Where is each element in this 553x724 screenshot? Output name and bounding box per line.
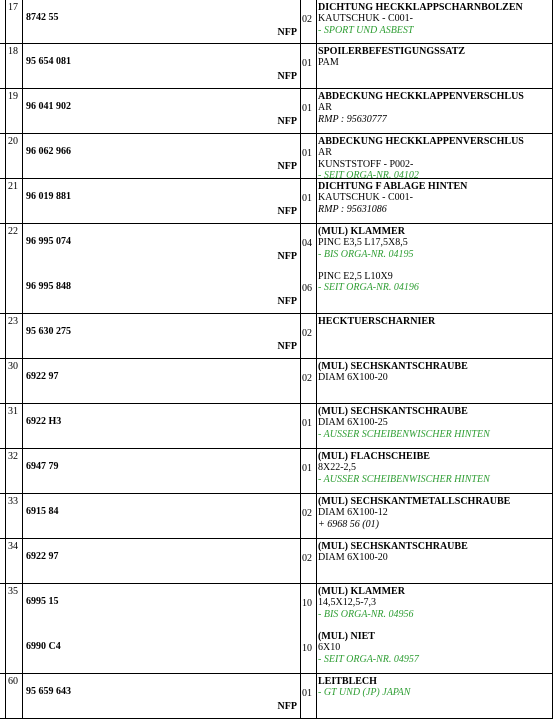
column-divider bbox=[22, 449, 23, 493]
column-divider bbox=[300, 359, 301, 403]
part-spec: KUNSTSTOFF - P002- bbox=[318, 158, 414, 170]
quantity: 01 bbox=[302, 418, 312, 429]
column-divider bbox=[5, 44, 6, 88]
part-note: - BIS ORGA-NR. 04195 bbox=[318, 248, 414, 260]
nfp-flag: NFP bbox=[277, 116, 297, 127]
table-row bbox=[0, 359, 553, 404]
column-divider bbox=[300, 89, 301, 133]
description bbox=[318, 586, 553, 620]
line-number: 31 bbox=[8, 406, 18, 417]
column-divider bbox=[316, 134, 317, 178]
part-note: - SEIT ORGA-NR. 04102 bbox=[318, 170, 419, 182]
part-note: - SEIT ORGA-NR. 04196 bbox=[318, 282, 419, 294]
part-spec: DIAM 6X100-20 bbox=[318, 372, 388, 384]
nfp-flag: NFP bbox=[277, 71, 297, 82]
part-title: (MUL) SECHSKANTSCHRAUBE bbox=[318, 361, 468, 372]
nfp-flag: NFP bbox=[277, 251, 297, 262]
part-title: (MUL) NIET bbox=[318, 631, 375, 642]
part-note: - AUSSER SCHEIBENWISCHER HINTEN bbox=[318, 473, 490, 485]
quantity: 04 bbox=[302, 238, 312, 249]
column-divider bbox=[22, 44, 23, 88]
column-divider bbox=[5, 494, 6, 538]
nfp-flag: NFP bbox=[277, 701, 297, 712]
description bbox=[318, 316, 553, 327]
part-spec: KAUTSCHUK - C001- bbox=[318, 192, 413, 204]
description bbox=[318, 361, 553, 384]
part-title: ABDECKUNG HECKKLAPPENVERSCHLUS bbox=[318, 136, 524, 147]
column-divider bbox=[316, 539, 317, 583]
column-divider bbox=[300, 584, 301, 673]
part-number: 6922 97 bbox=[26, 371, 59, 382]
column-divider bbox=[300, 179, 301, 223]
description bbox=[318, 226, 553, 260]
part-note: - SPORT UND ASBEST bbox=[318, 24, 414, 36]
part-spec: PAM bbox=[318, 57, 339, 69]
part-spec: DIAM 6X100-12 bbox=[318, 507, 388, 519]
part-spec: DIAM 6X100-20 bbox=[318, 552, 388, 564]
part-spec: PINC E2,5 L10X9 bbox=[318, 271, 393, 282]
column-divider bbox=[316, 179, 317, 223]
table-row bbox=[0, 44, 553, 89]
column-divider bbox=[5, 0, 6, 43]
nfp-flag: NFP bbox=[277, 27, 297, 38]
part-note: - AUSSER SCHEIBENWISCHER HINTEN bbox=[318, 428, 490, 440]
table-row bbox=[0, 449, 553, 494]
column-divider bbox=[22, 674, 23, 718]
column-divider bbox=[5, 134, 6, 178]
description bbox=[318, 496, 553, 530]
quantity: 02 bbox=[302, 328, 312, 339]
description bbox=[318, 541, 553, 564]
part-number: 96 041 902 bbox=[26, 101, 71, 112]
description bbox=[318, 451, 553, 485]
column-divider bbox=[316, 674, 317, 718]
column-divider bbox=[5, 404, 6, 448]
column-divider bbox=[316, 44, 317, 88]
table-row bbox=[0, 134, 553, 182]
table-row bbox=[0, 89, 553, 134]
part-number: 6922 H3 bbox=[26, 416, 62, 427]
column-divider bbox=[22, 0, 23, 43]
part-title: ABDECKUNG HECKKLAPPENVERSCHLUS bbox=[318, 91, 524, 102]
column-divider bbox=[300, 44, 301, 88]
quantity: 02 bbox=[302, 373, 312, 384]
quantity: 01 bbox=[302, 58, 312, 69]
description bbox=[318, 46, 553, 69]
line-number: 18 bbox=[8, 46, 18, 57]
quantity: 02 bbox=[302, 508, 312, 519]
part-spec: AR bbox=[318, 147, 332, 159]
part-title: (MUL) SECHSKANTMETALLSCHRAUBE bbox=[318, 496, 511, 507]
part-number: 95 659 643 bbox=[26, 686, 71, 697]
line-number: 17 bbox=[8, 2, 18, 13]
line-number: 60 bbox=[8, 676, 18, 687]
table-row bbox=[0, 584, 553, 674]
part-note: RMP : 95630777 bbox=[318, 113, 387, 125]
part-number: 6922 97 bbox=[26, 551, 59, 562]
part-title: LEITBLECH bbox=[318, 676, 377, 687]
column-divider bbox=[316, 224, 317, 313]
part-title: (MUL) FLACHSCHEIBE bbox=[318, 451, 430, 462]
line-number: 20 bbox=[8, 136, 18, 147]
column-divider bbox=[5, 179, 6, 223]
description bbox=[318, 136, 553, 182]
part-number: 96 995 074 bbox=[26, 236, 71, 247]
quantity: 10 bbox=[302, 643, 312, 654]
nfp-flag: NFP bbox=[277, 296, 297, 307]
line-number: 33 bbox=[8, 496, 18, 507]
column-divider bbox=[300, 494, 301, 538]
column-divider bbox=[5, 674, 6, 718]
column-divider bbox=[5, 89, 6, 133]
column-divider bbox=[22, 314, 23, 358]
quantity: 01 bbox=[302, 193, 312, 204]
part-title: DICHTUNG HECKKLAPPSCHARNBOLZEN bbox=[318, 2, 523, 13]
line-number: 35 bbox=[8, 586, 18, 597]
table-row bbox=[0, 404, 553, 449]
part-number: 96 062 966 bbox=[26, 146, 71, 157]
part-number: 95 630 275 bbox=[26, 326, 71, 337]
column-divider bbox=[22, 404, 23, 448]
description bbox=[318, 91, 553, 125]
column-divider bbox=[316, 449, 317, 493]
column-divider bbox=[300, 0, 301, 43]
part-number: 6995 15 bbox=[26, 596, 59, 607]
description bbox=[318, 2, 553, 36]
table-row bbox=[0, 0, 553, 44]
column-divider bbox=[22, 539, 23, 583]
column-divider bbox=[22, 179, 23, 223]
quantity: 01 bbox=[302, 103, 312, 114]
nfp-flag: NFP bbox=[277, 161, 297, 172]
column-divider bbox=[316, 0, 317, 43]
description bbox=[318, 271, 553, 294]
column-divider bbox=[316, 314, 317, 358]
column-divider bbox=[316, 89, 317, 133]
part-title: (MUL) SECHSKANTSCHRAUBE bbox=[318, 406, 468, 417]
column-divider bbox=[22, 359, 23, 403]
part-note: - SEIT ORGA-NR. 04957 bbox=[318, 653, 419, 665]
description bbox=[318, 631, 553, 665]
part-spec: 14,5X12,5-7,3 bbox=[318, 597, 377, 609]
table-row bbox=[0, 674, 553, 719]
quantity: 02 bbox=[302, 14, 312, 25]
line-number: 23 bbox=[8, 316, 18, 327]
column-divider bbox=[5, 449, 6, 493]
column-divider bbox=[300, 674, 301, 718]
part-title: HECKTUERSCHARNIER bbox=[318, 316, 436, 327]
part-number: 6915 84 bbox=[26, 506, 59, 517]
part-title: DICHTUNG F ABLAGE HINTEN bbox=[318, 181, 468, 192]
part-number: 8742 55 bbox=[26, 12, 59, 23]
column-divider bbox=[316, 584, 317, 673]
column-divider bbox=[300, 449, 301, 493]
part-title: (MUL) KLAMMER bbox=[318, 226, 405, 237]
column-divider bbox=[22, 134, 23, 178]
quantity: 01 bbox=[302, 463, 312, 474]
part-number: 6990 C4 bbox=[26, 641, 61, 652]
part-spec: AR bbox=[318, 102, 332, 114]
column-divider bbox=[300, 539, 301, 583]
part-note: - GT UND (JP) JAPAN bbox=[318, 687, 411, 699]
column-divider bbox=[5, 224, 6, 313]
quantity: 01 bbox=[302, 688, 312, 699]
table-row bbox=[0, 179, 553, 224]
table-row bbox=[0, 494, 553, 539]
part-note: - BIS ORGA-NR. 04956 bbox=[318, 608, 414, 620]
description bbox=[318, 181, 553, 215]
column-divider bbox=[22, 494, 23, 538]
part-spec: KAUTSCHUK - C001- bbox=[318, 13, 413, 25]
line-number: 34 bbox=[8, 541, 18, 552]
part-note: RMP : 95631086 bbox=[318, 203, 387, 215]
part-number: 96 995 848 bbox=[26, 281, 71, 292]
column-divider bbox=[300, 404, 301, 448]
table-row bbox=[0, 539, 553, 584]
line-number: 30 bbox=[8, 361, 18, 372]
part-number: 95 654 081 bbox=[26, 56, 71, 67]
column-divider bbox=[5, 584, 6, 673]
part-note: + 6968 56 (01) bbox=[318, 518, 379, 530]
part-spec: 6X10 bbox=[318, 642, 341, 654]
column-divider bbox=[5, 314, 6, 358]
part-number: 6947 79 bbox=[26, 461, 59, 472]
table-row bbox=[0, 224, 553, 314]
part-title: (MUL) KLAMMER bbox=[318, 586, 405, 597]
part-number: 96 019 881 bbox=[26, 191, 71, 202]
line-number: 22 bbox=[8, 226, 18, 237]
part-spec: DIAM 6X100-25 bbox=[318, 417, 388, 429]
column-divider bbox=[316, 494, 317, 538]
quantity: 02 bbox=[302, 553, 312, 564]
column-divider bbox=[316, 404, 317, 448]
part-title: SPOILERBEFESTIGUNGSSATZ bbox=[318, 46, 466, 57]
column-divider bbox=[22, 89, 23, 133]
line-number: 19 bbox=[8, 91, 18, 102]
line-number: 32 bbox=[8, 451, 18, 462]
column-divider bbox=[22, 584, 23, 673]
nfp-flag: NFP bbox=[277, 206, 297, 217]
column-divider bbox=[5, 359, 6, 403]
quantity: 10 bbox=[302, 598, 312, 609]
column-divider bbox=[300, 224, 301, 313]
column-divider bbox=[300, 134, 301, 178]
part-spec: PINC E3,5 L17,5X8,5 bbox=[318, 237, 408, 249]
nfp-flag: NFP bbox=[277, 341, 297, 352]
column-divider bbox=[5, 539, 6, 583]
column-divider bbox=[300, 314, 301, 358]
part-title: (MUL) SECHSKANTSCHRAUBE bbox=[318, 541, 468, 552]
table-row bbox=[0, 314, 553, 359]
description bbox=[318, 406, 553, 440]
line-number: 21 bbox=[8, 181, 18, 192]
column-divider bbox=[22, 224, 23, 313]
description bbox=[318, 676, 553, 699]
column-divider bbox=[316, 359, 317, 403]
quantity: 06 bbox=[302, 283, 312, 294]
part-spec: 8X22-2,5 bbox=[318, 462, 357, 474]
quantity: 01 bbox=[302, 148, 312, 159]
